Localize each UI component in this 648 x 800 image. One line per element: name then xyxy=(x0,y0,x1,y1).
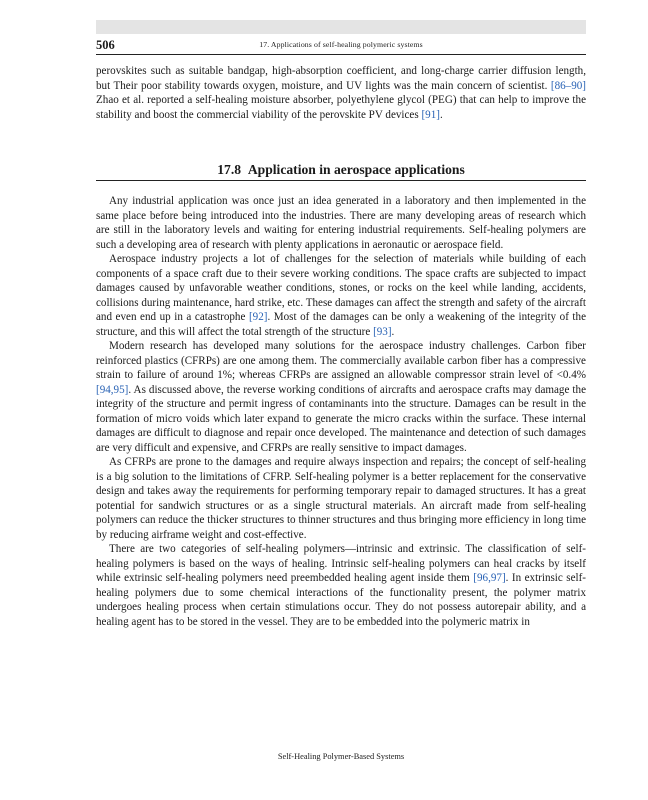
section-body xyxy=(96,194,586,629)
intro-text-3: . xyxy=(439,108,443,121)
paragraph-text: . xyxy=(391,325,395,338)
page-number: 506 xyxy=(96,38,115,52)
intro-text-1: perovskites such as suitable bandgap, high-absorption coefficient, and long-charge carrier diffusion length, but Their poor stability towards oxygen, moisture, and UV lights was the main concern of scientist. xyxy=(96,65,586,92)
running-head: 17. Applications of self-healing polymeric systems xyxy=(259,40,423,49)
section-title xyxy=(96,162,586,178)
intro-paragraph xyxy=(96,64,586,122)
paragraph-text: Modern research has developed many solutions for the aerospace industry challenges. Carbon fiber reinforced plastics (CFRPs) are one among them. The commercially available carbon fiber has a compressive strain to failure of around 1%; whereas CFRPs are assigned an allowable compressor strain level of <0.4% xyxy=(96,340,586,381)
body-paragraph-4 xyxy=(96,455,586,542)
paragraph-text: As CFRPs are prone to the damages and require always inspection and repairs; the concept of self-healing is a big solution to the limitations of CFRP. Self-healing polymer is a better replacement for the conservative design and takes away the requirements for performing temporary repair to damaged structures. It has a great potential for sandwich structures or as a single structural materials. An aircraft made from self-healing polymers can reduce the thicker structures to thinner structures and thus bringing more efficiency in long time by reducing airframe weight and cost-effective. xyxy=(96,456,586,541)
body-paragraph-5 xyxy=(96,542,586,629)
top-gray-band xyxy=(96,20,586,34)
paragraph-text: . As discussed above, the reverse working conditions of aircrafts and aerospace crafts may damage the integrity of the structure and permit ingress of contaminants into the structure. Damages can be result in the formation of micro voids which later expand to generate the micro cracks within the surface. These internal damages are difficult to diagnose and repair once developed. The maintenance and detection of such damages are very difficult and expensive, and CFRPs are really sensitive to impact damages. xyxy=(96,383,586,454)
page-header xyxy=(96,38,586,55)
citation-link[interactable]: [86–90] xyxy=(550,79,586,92)
body-paragraph-3 xyxy=(96,339,586,455)
body-paragraph-2 xyxy=(96,252,586,339)
citation-link[interactable]: [93] xyxy=(373,325,392,338)
paragraph-text: Any industrial application was once just an idea generated in a laboratory and then implemented in the same place before being introduced into the industries. There are many developing areas of research which are still in the laboratory levels and waiting for entering industrial requirements. Self-healing polymers are such a developing area of research with plenty applications in aeronautic or aerospace field. xyxy=(96,195,586,251)
body-paragraph-1 xyxy=(96,194,586,252)
page-footer: Self-Healing Polymer-Based Systems xyxy=(277,752,405,761)
citation-link[interactable]: [96,97] xyxy=(473,572,506,584)
citation-link[interactable]: [94,95] xyxy=(96,383,129,396)
citation-link[interactable]: [91] xyxy=(421,108,440,121)
section-title-text: Application in aerospace applications xyxy=(247,162,465,177)
section-heading xyxy=(96,161,586,181)
intro-text-2: Zhao et al. reported a self-healing moisture absorber, polyethylene glycol (PEG) that can help to improve the stability and boost the commercial viability of the perovskite PV devices xyxy=(96,94,586,121)
paragraph-text: . In extrinsic self-healing polymers due to some chemical interactions of the functionality present, the polymer matrix undergoes healing process when certain stimulations occur. They do not possess autorepair ability, and a healing agent has to be stored in the vessel. They are to be embedded into the polymeric matrix in xyxy=(96,572,587,628)
paragraph-text: Aerospace industry projects a lot of challenges for the selection of materials while building of each components of a space craft due to their severe working conditions. The space crafts are subjected to impact damages caused by unfavorable weather conditions, stones, or rocks on the keel while landing, accidents, collisions during maintenance, hard strike, etc. These damages can affect the strength and safety of the aircraft and even end up in a catastrophe xyxy=(96,253,586,323)
paragraph-text: . Most of the damages can be only a weakening of the integrity of the structure, and this will affect the total strength of the structure xyxy=(96,311,586,338)
intro-text-block xyxy=(96,64,586,122)
citation-link[interactable]: [92] xyxy=(248,311,268,323)
section-number: 17.8 xyxy=(217,162,242,177)
paragraph-text: There are two categories of self-healing polymers—intrinsic and extrinsic. The classification of self-healing polymers is based on the ways of healing. Intrinsic self-healing polymers can heal cracks by itself while extrinsic self-healing polymers need preembedded healing agent inside them xyxy=(96,543,586,584)
